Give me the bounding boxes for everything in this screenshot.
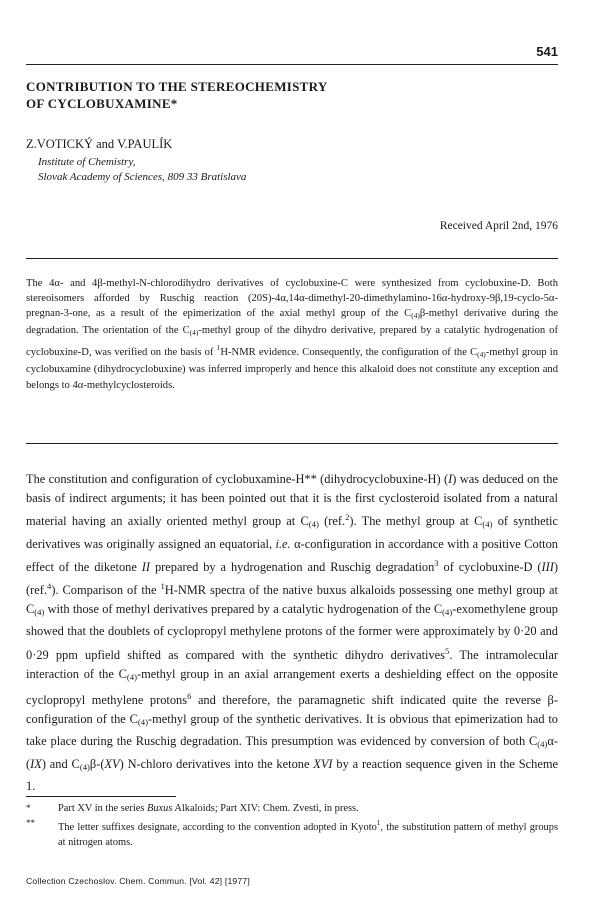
affiliation: Institute of Chemistry, Slovak Academy of Sciences, 809 33 Bratislava xyxy=(38,156,247,183)
footnote-1: * Part XV in the series Buxus Alkaloids; Part XIV: Chem. Zvesti, in press. xyxy=(26,803,359,814)
journal-citation: Collection Czechoslov. Chem. Commun. [Vol. 42] [1977] xyxy=(26,876,250,886)
abstract-top-rule xyxy=(26,258,558,259)
header-rule xyxy=(26,64,558,65)
footnote-2: ** The letter suffixes designate, according to the convention adopted in Kyoto$^1$, the substitution pattern of methyl groups at nitrogen atoms. xyxy=(26,818,558,848)
received-date: Received April 2nd, 1976 xyxy=(439,220,558,232)
body-paragraph: The constitution and configuration of cyclobuxamine-H** (dihydrocyclobuxine-H) (I) was deduced on the basis of indirect arguments; it has been pointed out that it is the first cyclosteroid isolated from a natural material having an axially oriented methyl group at $C_{(4)}$ (ref.$^2$). The methyl group at $C_{(4)}$ of synthetic derivatives was originally assigned an equatorial, i.e. α-configuration in accordance with a positive Cotton effect of the diketone II prepared by a hydrogenation and Ruschig degradation$^3$ of cyclobuxine-D (III) (ref.$^4$). Comparison of the $^1$H-NMR spectra of the native buxus alkaloids possessing one methyl group at $C_{(4)}$ with those of methyl derivatives prepared by a catalytic hydrogenation of the $C_{(4)}$-exomethylene group showed that the doublets of cyclopropyl methylene protons of the former were approximately by 0·20 and 0·29 ppm upfield shifted as compared with the synthetic dihydro derivatives$^5$. The intramolecular interaction of the $C_{(4)}$-methyl group in an axial arrangement exerts a deshielding effect on the opposite cyclopropyl methylene protons$^6$ and therefore, the paramagnetic shift indicated quite the reverse β-configuration of the $C_{(4)}$-methyl group of the synthetic derivatives. It is obvious that epimerization had to take place during the Ruschig degradation. This presumption was evidenced by conversion of both $C_{(4)}\alpha-(IX)$ and $C_{(4)}\beta-(XV)$ N-chloro derivatives into the ketone XVI by a reaction sequence given in the Scheme 1. xyxy=(26,472,559,793)
footnotes xyxy=(26,801,558,850)
footnote-rule xyxy=(26,796,176,797)
abstract: The 4α- and 4β-methyl-N-chlorodihydro derivatives of cyclobuxine-C were synthesized from cyclobuxine-D. Both stereoisomers afforded by Ruschig reaction (20S)-4α,14α-dimethyl-20-dimethylamino-16α-hydroxy-9β,19-cyclo-5α-pregnan-3-one, as a result of the epimerization of the axial methyl group of the $C_{(4)}\beta$-methyl derivative during the degradation. The orientation of the $C_{(4)}$-methyl group of the dihydro derivative, prepared by a catalytic hydrogenation of cyclobuxine-D, was verified on the basis of $^1$H-NMR evidence. Consequently, the configuration of the $C_{(4)}$-methyl group in cyclobuxamine (dihydrocyclobuxine) was inferred improperly and hence this alkaloid does not constitute any exception and belongs to 4α-methylcyclosteroids. xyxy=(26,278,558,391)
abstract-bottom-rule xyxy=(26,443,558,444)
page-number: 541 xyxy=(536,44,558,59)
article-title: CONTRIBUTION TO THE STEREOCHEMISTRY OF CYCLOBUXAMINE* xyxy=(26,79,328,111)
authors: Z.VOTICKÝ and V.PAULÍK xyxy=(26,137,173,151)
